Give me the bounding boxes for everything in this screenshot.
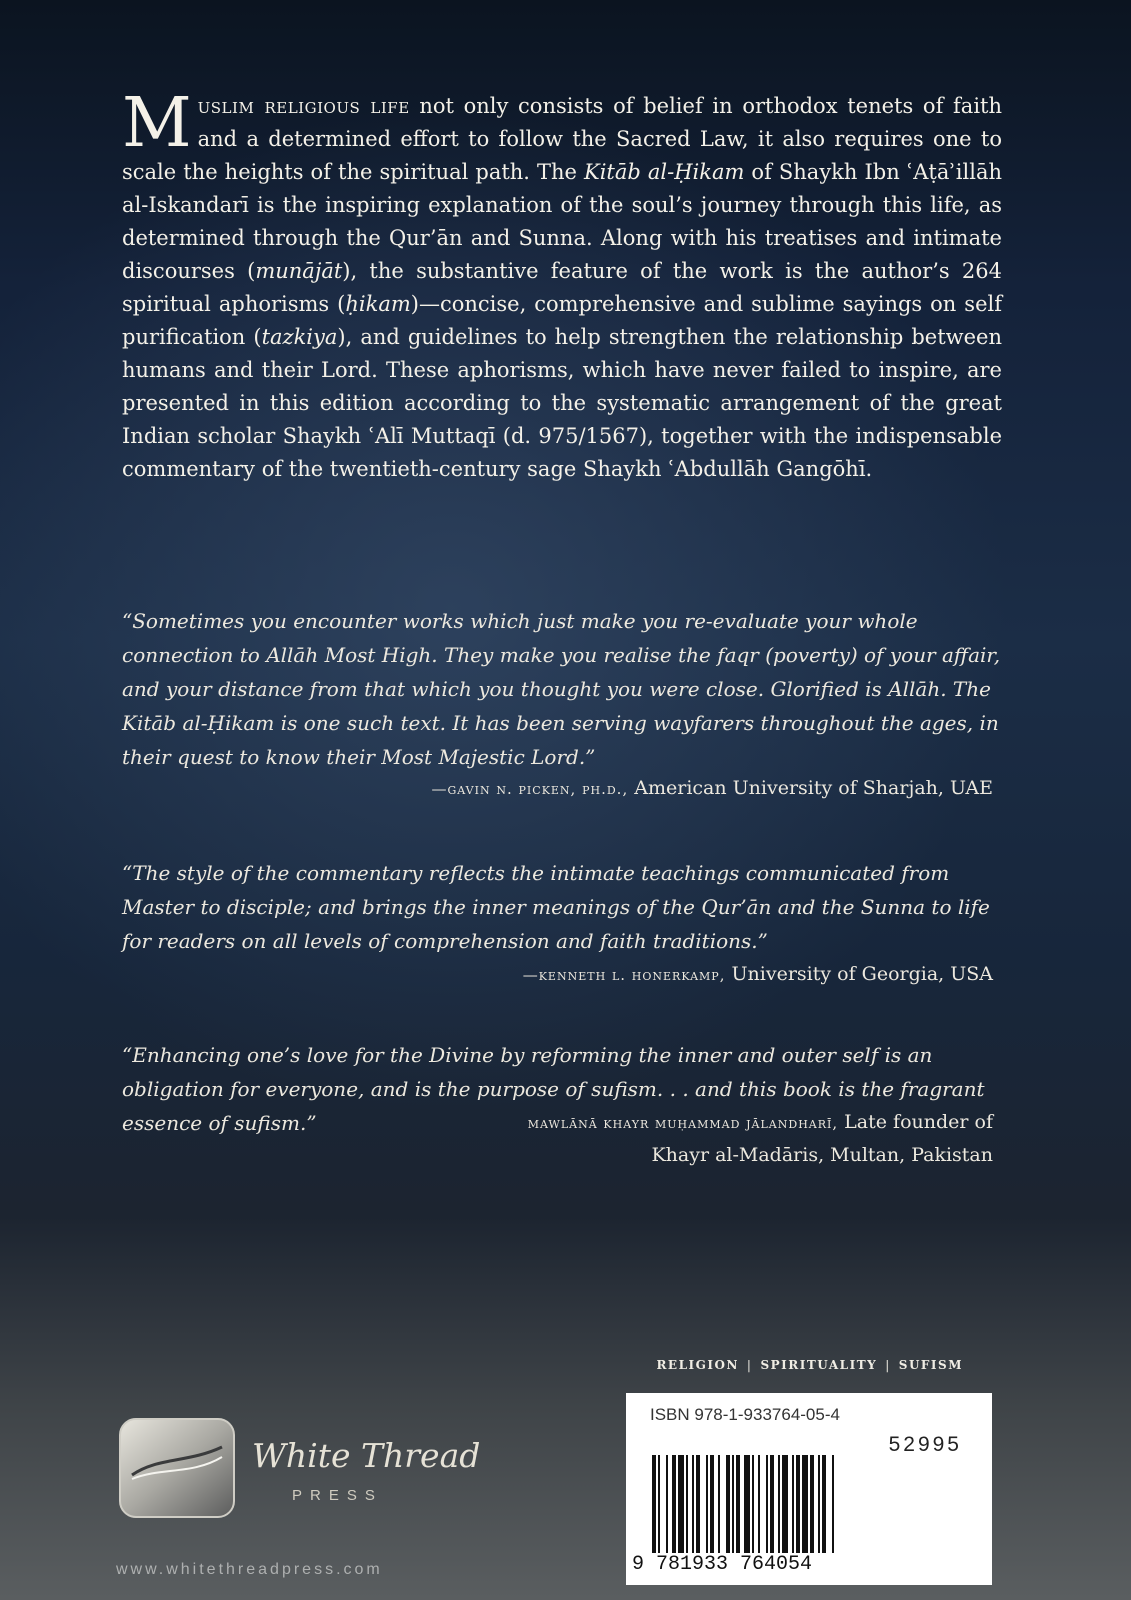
quote-3-affiliation: Late founder of bbox=[838, 1111, 993, 1133]
price-code: 52995 bbox=[888, 1433, 962, 1456]
blurb-paragraph bbox=[122, 84, 1003, 486]
category-spirituality: SPIRITUALITY bbox=[760, 1358, 878, 1372]
barcode-bar bbox=[822, 1455, 826, 1553]
blurb-term-tazkiya: tazkiya bbox=[261, 325, 338, 349]
publisher-press: PRESS bbox=[292, 1487, 383, 1504]
barcode-bar bbox=[818, 1455, 820, 1553]
barcode-bar bbox=[770, 1455, 774, 1553]
barcode-bar bbox=[686, 1455, 688, 1553]
quote-1-author: —gavin n. picken, ph.d., bbox=[431, 780, 629, 798]
barcode-bar bbox=[832, 1455, 834, 1553]
blurb-term-munajat: munājāt bbox=[255, 259, 343, 283]
publisher-website: www.whitethreadpress.com bbox=[116, 1561, 383, 1578]
publisher-name: White Thread bbox=[252, 1436, 481, 1475]
barcode-bar bbox=[692, 1455, 694, 1553]
barcode-bar bbox=[652, 1455, 656, 1553]
barcode-panel bbox=[626, 1393, 992, 1585]
category-separator: | bbox=[885, 1358, 891, 1372]
quote-2-author: —kenneth l. honerkamp, bbox=[522, 966, 726, 984]
blurb-text-3: ), the substantive feature of the work is the author’s 264 spiritual aphorisms ( bbox=[122, 259, 1002, 316]
barcode-bar bbox=[696, 1455, 700, 1553]
barcode-bar bbox=[706, 1455, 708, 1553]
barcode-bar bbox=[672, 1455, 676, 1553]
category-separator: | bbox=[746, 1358, 753, 1372]
blurb-text-1: not only consists of belief in orthodox tenets of faith and a determined effort to follow the Sacred Law, it also requires one to scale the heights of the spiritual path. The bbox=[122, 94, 1002, 184]
barcode-bar bbox=[766, 1455, 768, 1553]
barcode-bar bbox=[778, 1455, 780, 1553]
barcode-bar bbox=[782, 1455, 788, 1553]
category-list bbox=[656, 1358, 963, 1372]
barcode-bar bbox=[752, 1455, 754, 1553]
barcode-bar bbox=[736, 1455, 740, 1553]
barcode-bar bbox=[744, 1455, 750, 1553]
category-sufism: SUFISM bbox=[898, 1358, 963, 1372]
barcode-bar bbox=[726, 1455, 730, 1553]
barcode-bars bbox=[650, 1455, 968, 1553]
barcode-number: 9 781933 764054 bbox=[632, 1553, 813, 1576]
quote-2: “The style of the commentary reflects the intimate teachings communicated from Master to disciple; and brings the inner meanings of the Qur’ān and the Sunna to life for readers on all levels of comprehension and faith traditions.” bbox=[122, 861, 990, 953]
barcode-bar bbox=[732, 1455, 734, 1553]
quote-3-attribution bbox=[528, 1106, 993, 1171]
blurb-text-5: ), and guidelines to help strengthen the relationship between humans and their Lord. These aphorisms, which have never failed to inspire, are presented in this edition according to the systematic arrangement of the great Indian scholar Shaykh ʿAlī Muttaqī (d. 975/1567), together with the indispensable commentary of the twentieth-century sage Shaykh ʿAbdullāh Gangōhī. bbox=[122, 325, 1003, 481]
quote-3-author: mawlānā khayr muḥammad jālandharī, bbox=[527, 1114, 839, 1132]
quote-1: “Sometimes you encounter works which just make you re-evaluate your whole connection to Allāh Most High. They make you realise the faqr (poverty) of your affair, and your distance from that which you thought you were close. Glorified is Allāh. The Kitāb al-Ḥikam is one such text. It has been serving wayfarers throughout the ages, in their quest to know their Most Majestic Lord.” bbox=[122, 609, 1001, 769]
isbn-label: ISBN 978-1-933764-05-4 bbox=[650, 1405, 840, 1424]
quote-2-attribution bbox=[523, 958, 993, 991]
barcode-bar bbox=[792, 1455, 794, 1553]
barcode-bar bbox=[710, 1455, 714, 1553]
blurb-title: Kitāb al-Ḥikam bbox=[584, 160, 745, 184]
barcode-bar bbox=[718, 1455, 720, 1553]
white-thread-logo-icon bbox=[118, 1417, 236, 1519]
barcode-bar bbox=[678, 1455, 684, 1553]
barcode-bar bbox=[666, 1455, 668, 1553]
barcode-bar bbox=[802, 1455, 808, 1553]
blurb-text-2: of Shaykh Ibn ʿAṭāʾillāh al-Iskandarī is the inspiring explanation of the soul’s journey through this life, as determined through the Qur’ān and Sunna. Along with his treatises and intimate discourses ( bbox=[122, 160, 1002, 283]
barcode-bar bbox=[810, 1455, 814, 1553]
quote-1-affiliation: American University of Sharjah, UAE bbox=[628, 777, 993, 799]
quote-1-attribution bbox=[432, 772, 994, 805]
blurb-text-4: )—concise, comprehensive and sublime sayings on self purification ( bbox=[122, 292, 1002, 349]
barcode-bar bbox=[796, 1455, 800, 1553]
blurb-term-hikam: ḥikam bbox=[345, 292, 411, 316]
quote-3-affiliation-line-2: Khayr al-Madāris, Multan, Pakistan bbox=[651, 1144, 993, 1166]
blurb-lead: uslim religious life bbox=[197, 94, 410, 118]
category-religion: RELIGION bbox=[656, 1358, 739, 1372]
quote-2-affiliation: University of Georgia, USA bbox=[725, 963, 993, 985]
barcode-bar bbox=[658, 1455, 660, 1553]
drop-cap: M bbox=[122, 84, 192, 163]
barcode-bar bbox=[758, 1455, 760, 1553]
quote-3: “Enhancing one’s love for the Divine by reforming the inner and outer self is an obligation for everyone, and is the purpose of sufism. . . and this book is the fragrant essence of sufism.” bbox=[122, 1043, 985, 1135]
